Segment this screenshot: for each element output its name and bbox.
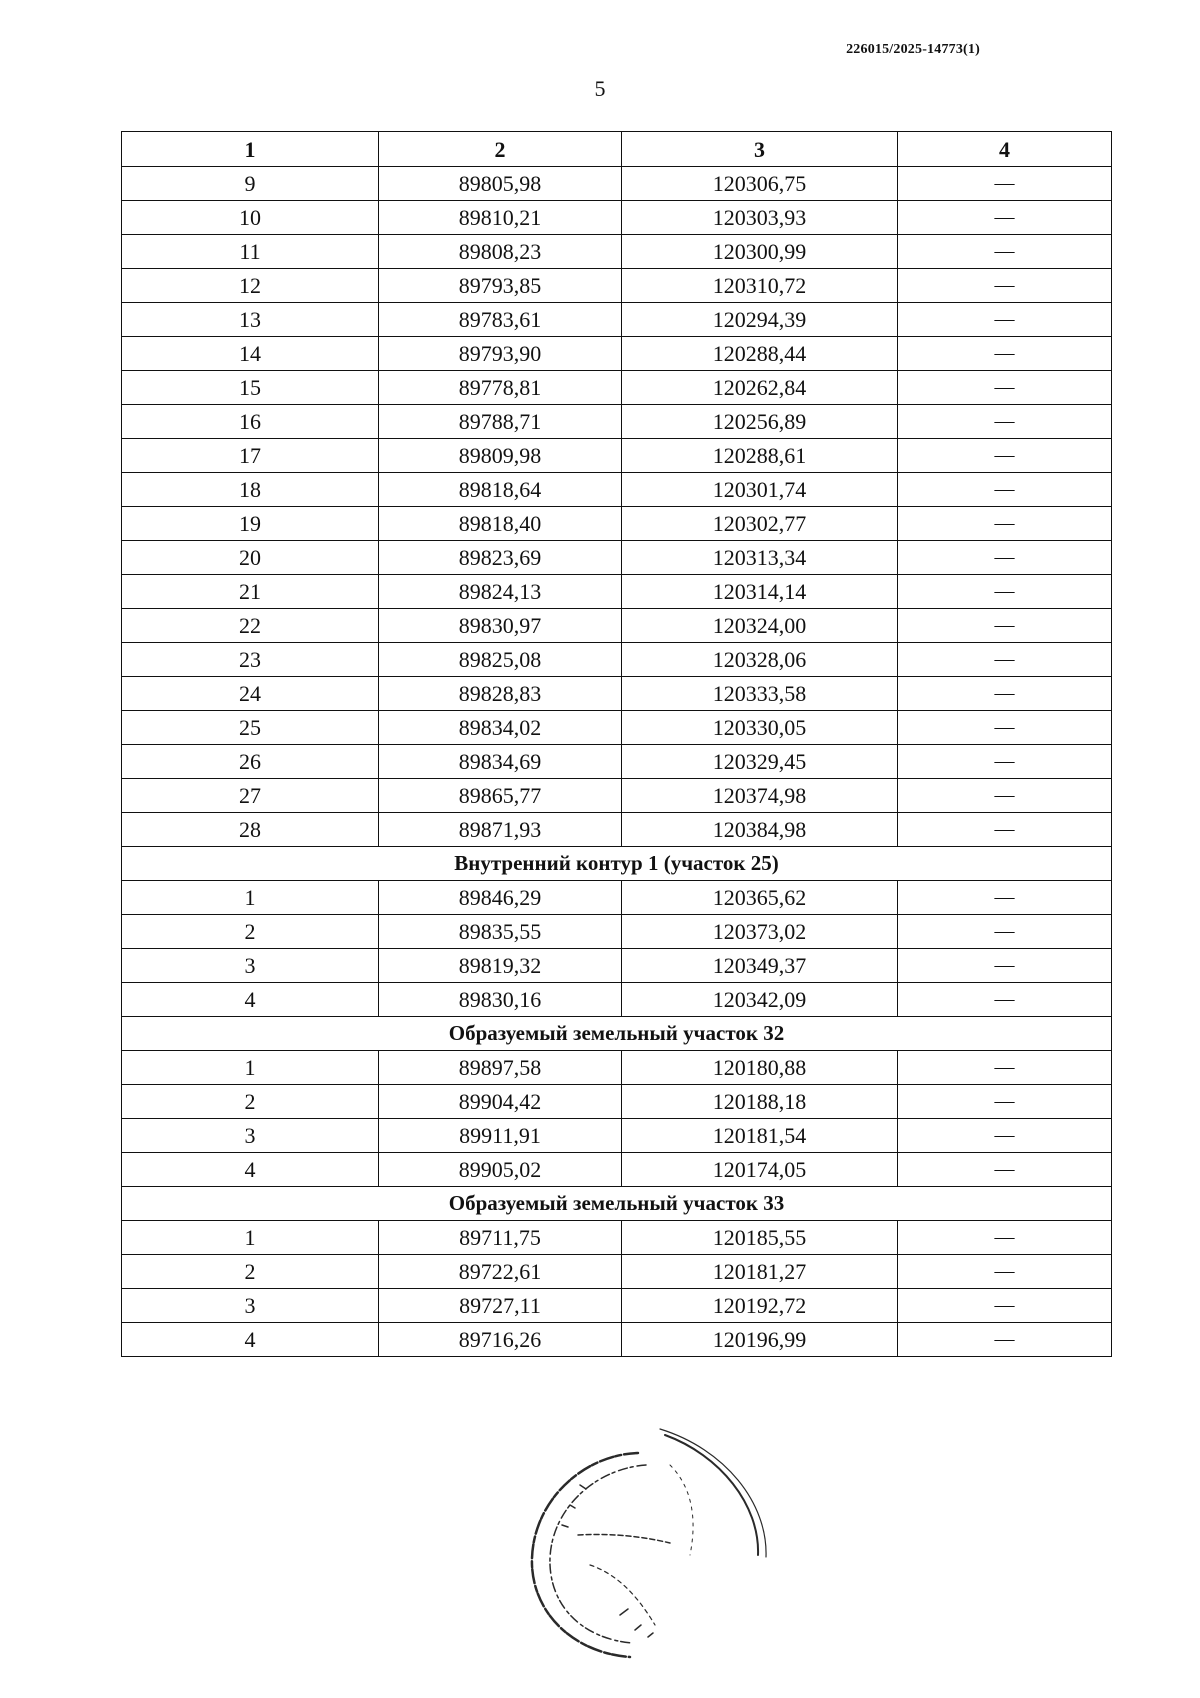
- note-cell: —: [898, 643, 1112, 677]
- coordinate-x-cell: 89819,32: [379, 949, 622, 983]
- coordinate-y-cell: 120306,75: [622, 167, 898, 201]
- table-row: [122, 1051, 1112, 1085]
- point-number-cell: 19: [122, 507, 379, 541]
- point-number-cell: 28: [122, 813, 379, 847]
- table-row: [122, 167, 1112, 201]
- point-number-cell: 12: [122, 269, 379, 303]
- point-number-cell: 4: [122, 983, 379, 1017]
- seal-stamp-icon: [520, 1425, 770, 1665]
- coordinate-x-cell: 89711,75: [379, 1221, 622, 1255]
- point-number-cell: 2: [122, 1085, 379, 1119]
- coordinate-x-cell: 89905,02: [379, 1153, 622, 1187]
- table-row: [122, 1153, 1112, 1187]
- coordinate-x-cell: 89783,61: [379, 303, 622, 337]
- coordinate-y-cell: 120185,55: [622, 1221, 898, 1255]
- table-row: [122, 201, 1112, 235]
- column-header: 2: [379, 132, 622, 167]
- table-row: [122, 235, 1112, 269]
- coordinate-y-cell: 120288,44: [622, 337, 898, 371]
- coordinates-table-container: [121, 131, 1111, 1357]
- coordinate-y-cell: 120188,18: [622, 1085, 898, 1119]
- coordinate-x-cell: 89825,08: [379, 643, 622, 677]
- coordinate-y-cell: 120300,99: [622, 235, 898, 269]
- coordinate-y-cell: 120324,00: [622, 609, 898, 643]
- point-number-cell: 22: [122, 609, 379, 643]
- coordinate-x-cell: 89818,64: [379, 473, 622, 507]
- section-header-row: [122, 1187, 1112, 1221]
- coordinate-y-cell: 120349,37: [622, 949, 898, 983]
- point-number-cell: 3: [122, 949, 379, 983]
- column-header: 4: [898, 132, 1112, 167]
- table-row: [122, 337, 1112, 371]
- coordinate-x-cell: 89788,71: [379, 405, 622, 439]
- point-number-cell: 20: [122, 541, 379, 575]
- note-cell: —: [898, 167, 1112, 201]
- coordinate-y-cell: 120374,98: [622, 779, 898, 813]
- table-row: [122, 677, 1112, 711]
- section-title: Внутренний контур 1 (участок 25): [122, 847, 1112, 881]
- note-cell: —: [898, 677, 1112, 711]
- coordinate-y-cell: 120174,05: [622, 1153, 898, 1187]
- table-row: [122, 405, 1112, 439]
- note-cell: —: [898, 201, 1112, 235]
- coordinate-y-cell: 120333,58: [622, 677, 898, 711]
- note-cell: —: [898, 371, 1112, 405]
- point-number-cell: 13: [122, 303, 379, 337]
- coordinate-x-cell: 89722,61: [379, 1255, 622, 1289]
- point-number-cell: 16: [122, 405, 379, 439]
- note-cell: —: [898, 235, 1112, 269]
- note-cell: —: [898, 405, 1112, 439]
- coordinate-y-cell: 120313,34: [622, 541, 898, 575]
- note-cell: —: [898, 541, 1112, 575]
- coordinate-y-cell: 120310,72: [622, 269, 898, 303]
- point-number-cell: 25: [122, 711, 379, 745]
- table-body: [122, 167, 1112, 1357]
- table-row: [122, 1255, 1112, 1289]
- table-header-row: [122, 132, 1112, 167]
- note-cell: —: [898, 1289, 1112, 1323]
- coordinate-y-cell: 120373,02: [622, 915, 898, 949]
- note-cell: —: [898, 915, 1112, 949]
- point-number-cell: 24: [122, 677, 379, 711]
- point-number-cell: 4: [122, 1153, 379, 1187]
- point-number-cell: 18: [122, 473, 379, 507]
- table-row: [122, 439, 1112, 473]
- point-number-cell: 1: [122, 1051, 379, 1085]
- table-row: [122, 745, 1112, 779]
- note-cell: —: [898, 1255, 1112, 1289]
- point-number-cell: 1: [122, 1221, 379, 1255]
- note-cell: —: [898, 949, 1112, 983]
- point-number-cell: 3: [122, 1119, 379, 1153]
- coordinate-x-cell: 89834,02: [379, 711, 622, 745]
- coordinate-y-cell: 120384,98: [622, 813, 898, 847]
- table-row: [122, 983, 1112, 1017]
- coordinate-x-cell: 89911,91: [379, 1119, 622, 1153]
- note-cell: —: [898, 1051, 1112, 1085]
- coordinates-table: [121, 131, 1112, 1357]
- point-number-cell: 2: [122, 1255, 379, 1289]
- point-number-cell: 3: [122, 1289, 379, 1323]
- point-number-cell: 11: [122, 235, 379, 269]
- point-number-cell: 1: [122, 881, 379, 915]
- note-cell: —: [898, 269, 1112, 303]
- table-row: [122, 1085, 1112, 1119]
- table-row: [122, 1221, 1112, 1255]
- section-header-row: [122, 847, 1112, 881]
- point-number-cell: 26: [122, 745, 379, 779]
- coordinate-x-cell: 89823,69: [379, 541, 622, 575]
- column-header: 3: [622, 132, 898, 167]
- table-row: [122, 915, 1112, 949]
- point-number-cell: 2: [122, 915, 379, 949]
- note-cell: —: [898, 711, 1112, 745]
- coordinate-y-cell: 120256,89: [622, 405, 898, 439]
- coordinate-x-cell: 89904,42: [379, 1085, 622, 1119]
- coordinate-y-cell: 120330,05: [622, 711, 898, 745]
- note-cell: —: [898, 303, 1112, 337]
- point-number-cell: 4: [122, 1323, 379, 1357]
- note-cell: —: [898, 609, 1112, 643]
- coordinate-y-cell: 120342,09: [622, 983, 898, 1017]
- table-row: [122, 609, 1112, 643]
- coordinate-x-cell: 89778,81: [379, 371, 622, 405]
- coordinate-x-cell: 89810,21: [379, 201, 622, 235]
- coordinate-y-cell: 120192,72: [622, 1289, 898, 1323]
- coordinate-y-cell: 120181,27: [622, 1255, 898, 1289]
- note-cell: —: [898, 1323, 1112, 1357]
- table-row: [122, 949, 1112, 983]
- section-header-row: [122, 1017, 1112, 1051]
- coordinate-y-cell: 120301,74: [622, 473, 898, 507]
- coordinate-x-cell: 89897,58: [379, 1051, 622, 1085]
- point-number-cell: 17: [122, 439, 379, 473]
- coordinate-y-cell: 120262,84: [622, 371, 898, 405]
- coordinate-x-cell: 89835,55: [379, 915, 622, 949]
- table-row: [122, 303, 1112, 337]
- table-row: [122, 473, 1112, 507]
- section-title: Образуемый земельный участок 32: [122, 1017, 1112, 1051]
- column-header: 1: [122, 132, 379, 167]
- section-title: Образуемый земельный участок 33: [122, 1187, 1112, 1221]
- coordinate-x-cell: 89805,98: [379, 167, 622, 201]
- table-row: [122, 779, 1112, 813]
- note-cell: —: [898, 507, 1112, 541]
- coordinate-x-cell: 89828,83: [379, 677, 622, 711]
- note-cell: —: [898, 881, 1112, 915]
- point-number-cell: 9: [122, 167, 379, 201]
- coordinate-x-cell: 89716,26: [379, 1323, 622, 1357]
- note-cell: —: [898, 575, 1112, 609]
- note-cell: —: [898, 473, 1112, 507]
- coordinate-y-cell: 120196,99: [622, 1323, 898, 1357]
- point-number-cell: 27: [122, 779, 379, 813]
- table-row: [122, 269, 1112, 303]
- note-cell: —: [898, 1119, 1112, 1153]
- note-cell: —: [898, 1085, 1112, 1119]
- registration-number: 226015/2025-14773(1): [846, 42, 980, 57]
- note-cell: —: [898, 983, 1112, 1017]
- note-cell: —: [898, 745, 1112, 779]
- point-number-cell: 15: [122, 371, 379, 405]
- coordinate-y-cell: 120302,77: [622, 507, 898, 541]
- note-cell: —: [898, 813, 1112, 847]
- coordinate-y-cell: 120294,39: [622, 303, 898, 337]
- coordinate-x-cell: 89834,69: [379, 745, 622, 779]
- table-row: [122, 643, 1112, 677]
- table-row: [122, 1289, 1112, 1323]
- coordinate-y-cell: 120314,14: [622, 575, 898, 609]
- note-cell: —: [898, 1221, 1112, 1255]
- coordinate-y-cell: 120328,06: [622, 643, 898, 677]
- coordinate-x-cell: 89865,77: [379, 779, 622, 813]
- coordinate-x-cell: 89808,23: [379, 235, 622, 269]
- note-cell: —: [898, 439, 1112, 473]
- coordinate-x-cell: 89846,29: [379, 881, 622, 915]
- coordinate-x-cell: 89830,16: [379, 983, 622, 1017]
- table-row: [122, 541, 1112, 575]
- page-number: 5: [594, 76, 606, 101]
- coordinate-y-cell: 120365,62: [622, 881, 898, 915]
- coordinate-y-cell: 120303,93: [622, 201, 898, 235]
- note-cell: —: [898, 779, 1112, 813]
- table-row: [122, 813, 1112, 847]
- coordinate-x-cell: 89824,13: [379, 575, 622, 609]
- coordinate-y-cell: 120329,45: [622, 745, 898, 779]
- note-cell: —: [898, 1153, 1112, 1187]
- table-row: [122, 371, 1112, 405]
- coordinate-y-cell: 120181,54: [622, 1119, 898, 1153]
- point-number-cell: 10: [122, 201, 379, 235]
- point-number-cell: 23: [122, 643, 379, 677]
- coordinate-x-cell: 89793,90: [379, 337, 622, 371]
- table-row: [122, 711, 1112, 745]
- coordinate-y-cell: 120288,61: [622, 439, 898, 473]
- coordinate-x-cell: 89793,85: [379, 269, 622, 303]
- coordinate-x-cell: 89830,97: [379, 609, 622, 643]
- note-cell: —: [898, 337, 1112, 371]
- coordinate-x-cell: 89727,11: [379, 1289, 622, 1323]
- coordinate-x-cell: 89818,40: [379, 507, 622, 541]
- coordinate-x-cell: 89809,98: [379, 439, 622, 473]
- table-row: [122, 1323, 1112, 1357]
- table-row: [122, 881, 1112, 915]
- table-row: [122, 1119, 1112, 1153]
- coordinate-y-cell: 120180,88: [622, 1051, 898, 1085]
- point-number-cell: 14: [122, 337, 379, 371]
- table-row: [122, 575, 1112, 609]
- table-row: [122, 507, 1112, 541]
- coordinate-x-cell: 89871,93: [379, 813, 622, 847]
- point-number-cell: 21: [122, 575, 379, 609]
